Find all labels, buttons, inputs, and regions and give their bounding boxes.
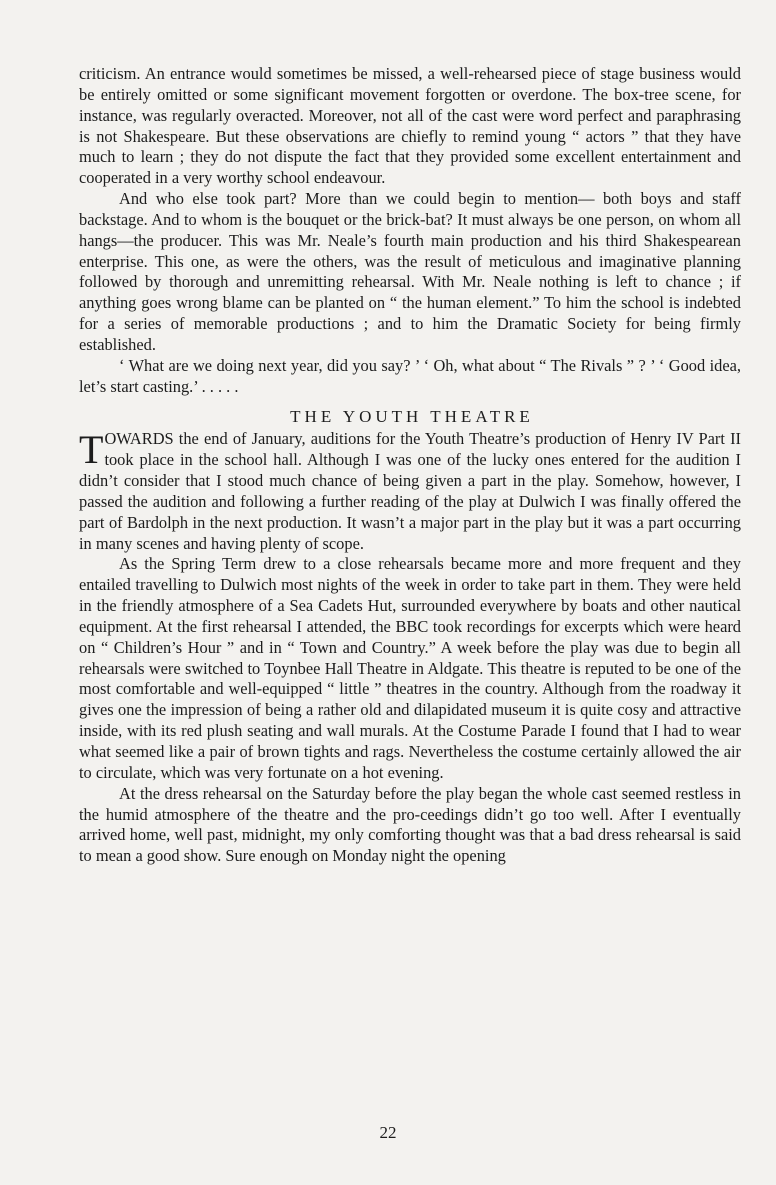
paragraph-next-year: ‘ What are we doing next year, did you say? ’ ‘ Oh, what about “ The Rivals ” ? ’ ‘ Good idea, let’s start casting.’ . . . . . bbox=[79, 355, 741, 396]
paragraph-criticism: criticism. An entrance would sometimes be missed, a well-rehearsed piece of stage business would be entirely omitted or some significant movement forgotten or overdone. The box-tree scene, for instance, was regularly overacted. Moreover, not all of the cast were word perfect and paraphrasing is not Shakespeare. But these observations are chiefly to remind young “ actors ” that they have much to learn ; they do not dispute the fact that they provided some excellent entertainment and cooperated in a very worthy school endeavour. bbox=[79, 64, 741, 188]
paragraph-towards-text: OWARDS the end of January, auditions for the Youth Theatre’s production of Henry IV Part II took place in the school hall. Although I was one of the lucky ones entered for the audition I didn’t consider that I stood much chance of being given a part in the play. Somehow, however, I passed the audition and following a further reading of the play at Dulwich I was finally offered the part of Bardolph in the next production. It wasn’t a major part in the play but it was a part occurring in many scenes and having plenty of scope. bbox=[79, 429, 741, 553]
drop-cap-letter: T bbox=[79, 427, 104, 473]
paragraph-dress-rehearsal: At the dress rehearsal on the Saturday before the play began the whole cast seemed restless in the humid atmosphere of the theatre and the pro-ceedings didn’t go too well. After I eventually arrived home, well past, midnight, my only comforting thought was that a bad dress rehearsal is said to mean a good show. Sure enough on Monday night the opening bbox=[79, 783, 741, 866]
paragraph-towards bbox=[79, 429, 741, 554]
page-number: 22 bbox=[379, 1123, 397, 1142]
paragraph-who-took-part: And who else took part? More than we could begin to mention— both boys and staff backstage. And to whom is the bouquet or the brick-bat? It must always be one person, on whom all hangs—the producer. This was Mr. Neale’s fourth main production and his third Shakespearean enterprise. This one, as were the others, was the result of meticulous and imaginative planning followed by thorough and unremitting rehearsal. With Mr. Neale nothing is left to chance ; if anything goes wrong blame can be planted on “ the human element.” To him the school is indebted for a series of memorable productions ; and to him the Dramatic Society for being firmly established. bbox=[79, 189, 741, 354]
section-heading: THE YOUTH THEATRE bbox=[290, 406, 534, 426]
paragraph-spring-term: As the Spring Term drew to a close rehearsals became more and more frequent and they entailed travelling to Dulwich most nights of the week in order to take part in them. They were held in the friendly atmosphere of a Sea Cadets Hut, surrounded everywhere by boats and other nautical equipment. At the first rehearsal I attended, the BBC took recordings for excerpts which were heard on “ Children’s Hour ” and in “ Town and Country.” A week before the play was due to begin all rehearsals were switched to Toynbee Hall Theatre in Aldgate. This theatre is reputed to be one of the most comfortable and well-equipped “ little ” theatres in the country. Although from the roadway it gives one the impression of being a rather old and dilapidated museum it is quite cosy and attractive inside, with its red plush seating and wall murals. At the Costume Parade I found that I had to wear what seemed like a pair of brown tights and rags. Nevertheless the costume certainly allowed the air to circulate, which was very fortunate on a hot evening. bbox=[79, 554, 741, 782]
page-body bbox=[79, 64, 741, 867]
